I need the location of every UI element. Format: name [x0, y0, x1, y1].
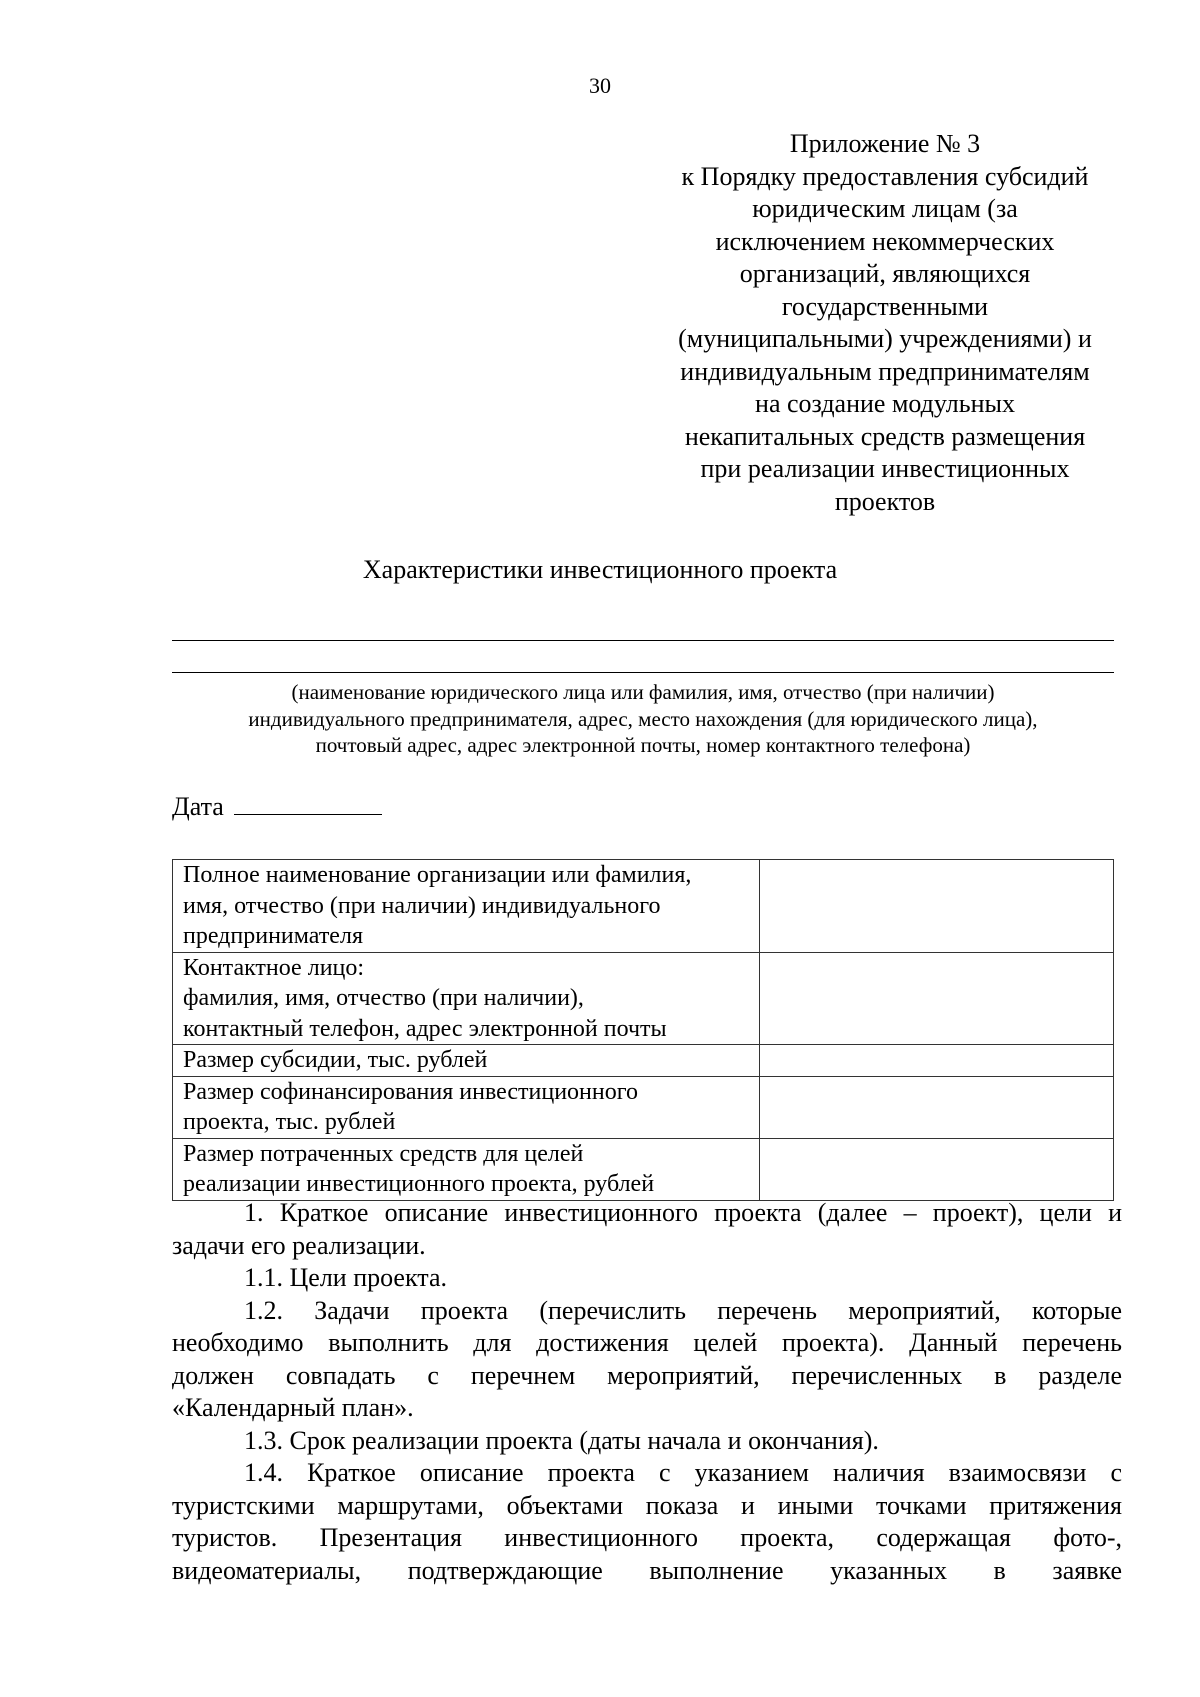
paragraph-1-2	[172, 1295, 1122, 1425]
caption-line: индивидуального предпринимателя, адрес, место нахождения (для юридического лица),	[248, 706, 1038, 731]
table-cell-value	[760, 1138, 1114, 1200]
cell-line: реализации инвестиционного проекта, рублей	[183, 1171, 655, 1197]
cell-line: проекта, тыс. рублей	[183, 1109, 396, 1135]
appendix-line: организаций, являющихся	[739, 259, 1031, 288]
body-text	[172, 1197, 1122, 1587]
cell-line: фамилия, имя, отчество (при наличии),	[183, 985, 584, 1011]
text-line: 1.3. Срок реализации проекта (даты начала и окончания).	[244, 1425, 879, 1455]
page-number: 30	[589, 73, 611, 98]
appendix-line: к Порядку предоставления субсидий	[681, 161, 1089, 191]
appendix-line: при реализации инвестиционных	[700, 454, 1070, 483]
appendix-line: индивидуальным предпринимателям	[680, 356, 1090, 386]
text-line: видеоматериалы, подтверждающие выполнение указанных в заявке	[172, 1555, 1122, 1585]
appendix-line: (муниципальными) учреждениями) и	[678, 324, 1092, 353]
cell-line: Полное наименование организации или фамилия,	[183, 862, 692, 888]
appendix-line: некапитальных средств размещения	[684, 421, 1086, 451]
appendix-line: государственными	[781, 291, 989, 321]
table-cell-value	[760, 860, 1114, 953]
table-cell-value	[760, 1045, 1114, 1077]
date-label: Дата	[172, 792, 224, 821]
table-cell-value	[760, 952, 1114, 1045]
cell-line: предпринимателя	[183, 923, 363, 949]
text-line: должен совпадать с перечнем мероприятий, перечисленных в разделе	[172, 1360, 1122, 1390]
paragraph-1	[172, 1197, 1122, 1262]
appendix-line: юридическим лицам (за	[752, 194, 1018, 223]
appendix-line: исключением некоммерческих	[715, 226, 1055, 256]
text-line: 1. Краткое описание инвестиционного проекта (далее – проект), цели и	[244, 1198, 1122, 1227]
paragraph-1-1	[172, 1262, 1122, 1295]
cell-line: Контактное лицо:	[183, 954, 365, 981]
text-line: «Календарный план».	[172, 1393, 414, 1422]
table-cell-label	[173, 1076, 760, 1138]
table-row	[173, 1076, 1114, 1138]
table-cell-label	[173, 952, 760, 1045]
table-cell-label	[173, 1138, 760, 1200]
paragraph-1-4	[172, 1457, 1122, 1587]
text-line: задачи его реализации.	[172, 1230, 426, 1260]
appendix-line: Приложение № 3	[789, 129, 981, 158]
table-row	[173, 860, 1114, 953]
cell-line: Размер софинансирования инвестиционного	[183, 1078, 638, 1105]
cell-line: имя, отчество (при наличии) индивидуального	[183, 892, 661, 919]
table-row	[173, 1138, 1114, 1200]
text-line: туристскими маршрутами, объектами показа и иными точками притяжения	[172, 1490, 1122, 1520]
text-line: 1.4. Краткое описание проекта с указанием наличия взаимосвязи с	[244, 1458, 1122, 1487]
cell-line: Размер потраченных средств для целей	[183, 1140, 584, 1167]
name-fill-line	[172, 672, 1114, 673]
table-row	[173, 952, 1114, 1045]
table-cell-label	[173, 1045, 760, 1077]
text-line: 1.1. Цели проекта.	[244, 1263, 447, 1292]
name-fill-line	[172, 640, 1114, 641]
caption-line: почтовый адрес, адрес электронной почты, номер контактного телефона)	[315, 733, 971, 757]
table-row	[173, 1045, 1114, 1077]
appendix-header	[650, 128, 1120, 518]
cell-line: контактный телефон, адрес электронной почты	[183, 1015, 667, 1042]
table-cell-value	[760, 1076, 1114, 1138]
appendix-line: на создание модульных	[755, 389, 1015, 418]
document-title: Характеристики инвестиционного проекта	[362, 555, 838, 584]
date-fill-line	[234, 813, 382, 815]
text-line: необходимо выполнить для достижения целей проекта). Данный перечень	[172, 1328, 1122, 1357]
text-line: 1.2. Задачи проекта (перечислить перечень мероприятий, которые	[244, 1295, 1122, 1325]
appendix-line: проектов	[834, 486, 936, 516]
paragraph-1-3	[172, 1425, 1122, 1458]
fill-line-caption	[172, 679, 1114, 759]
date-row	[172, 791, 382, 823]
caption-line: (наименование юридического лица или фамилия, имя, отчество (при наличии)	[291, 680, 995, 704]
text-line: туристов. Презентация инвестиционного проекта, содержащая фото-,	[172, 1523, 1122, 1552]
table-cell-label	[173, 860, 760, 953]
cell-line: Размер субсидии, тыс. рублей	[183, 1047, 488, 1073]
project-info-table	[172, 859, 1114, 1201]
